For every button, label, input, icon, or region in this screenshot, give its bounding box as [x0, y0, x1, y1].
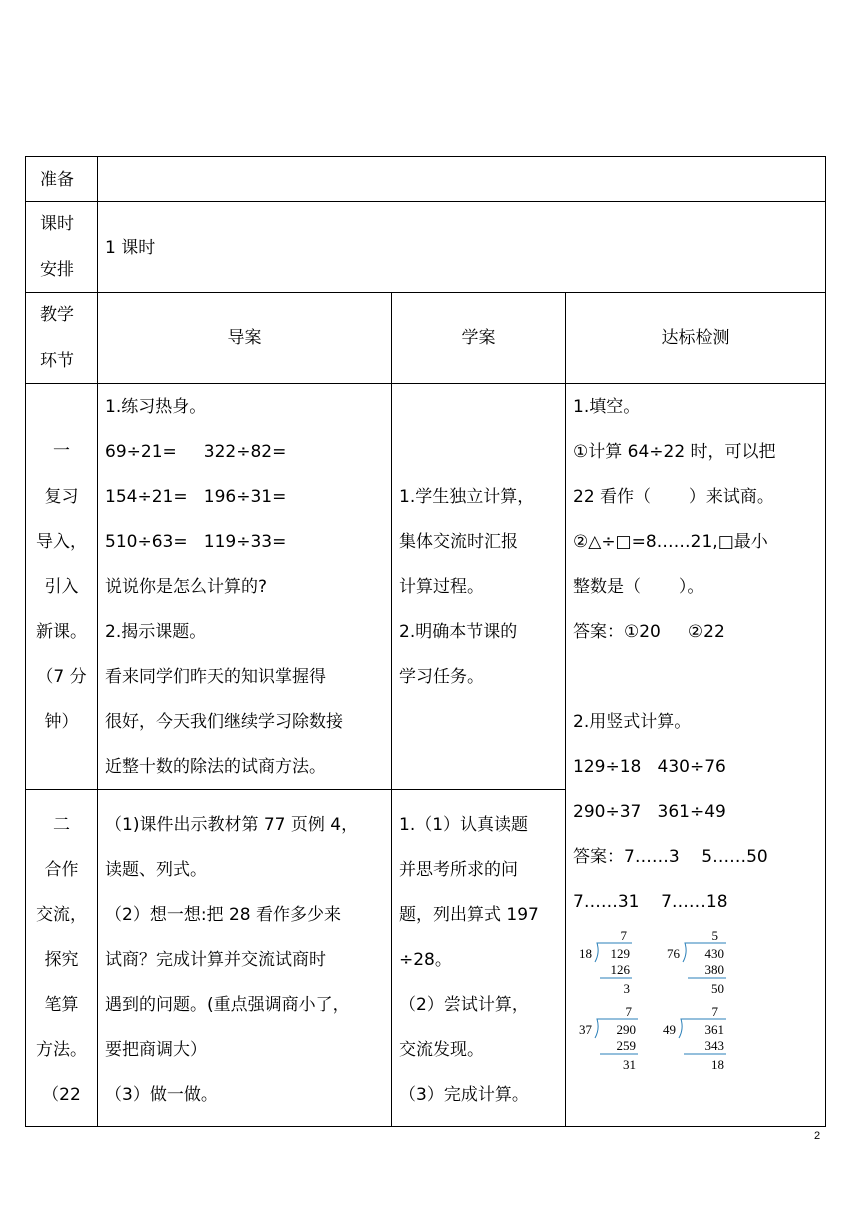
- long-division-quotient: 7: [711, 1004, 718, 1019]
- section2-study-line: 题，列出算式 197: [399, 905, 539, 925]
- long-division-remainder: 50: [711, 981, 724, 996]
- section1-study-line: 学习任务。: [399, 667, 484, 687]
- section1-guide-line: 很好，今天我们继续学习除数接: [105, 712, 343, 732]
- section2-label-line: 方法。: [36, 1040, 87, 1060]
- section2-study-line: ÷28。: [399, 950, 452, 970]
- page-number: 2: [814, 1130, 821, 1142]
- section1-guide-line: 510÷63= 119÷33=: [105, 532, 287, 552]
- long-division-divisor: 18: [579, 946, 592, 961]
- section2-label-line: 探究: [44, 950, 79, 970]
- section1-label-line: 新课。: [36, 622, 87, 642]
- section1-label-line: 复习: [44, 487, 79, 507]
- section2-label-line: （22: [42, 1085, 81, 1105]
- section1-guide-line: 1.练习热身。: [105, 397, 207, 417]
- long-division-quotient: 5: [711, 928, 718, 943]
- section2-label-line: 合作: [44, 860, 79, 880]
- table-right-border: [825, 156, 826, 1127]
- section2-study-line: （2）尝试计算，: [399, 995, 529, 1015]
- section2-study-line: 交流发现。: [399, 1040, 484, 1060]
- long-division-product: 126: [610, 962, 630, 977]
- section2-study-line: 1.（1）认真读题: [399, 815, 529, 835]
- test-line: 答案：①20 ②22: [573, 622, 725, 642]
- section1-guide-line: 近整十数的除法的试商方法。: [105, 757, 326, 777]
- hours-label-line2: 安排: [40, 260, 74, 280]
- row-divider-partial: [25, 789, 565, 790]
- test-line: 22 看作（ ）来试商。: [573, 487, 774, 507]
- row-divider: [25, 201, 826, 202]
- section2-guide-line: 读题、列式。: [105, 860, 207, 880]
- long-division-dividend: 430: [704, 946, 724, 961]
- section1-guide-line: 看来同学们昨天的知识掌握得: [105, 667, 326, 687]
- header-test: 达标检测: [661, 328, 730, 348]
- hours-value: 1 课时: [105, 238, 156, 258]
- test-line: 1.填空。: [573, 397, 641, 417]
- section2-guide-line: 要把商调大）: [105, 1040, 207, 1060]
- section1-label-line: 引入: [44, 577, 79, 597]
- long-division-remainder: 31: [623, 1057, 636, 1072]
- table-bottom-border: [25, 1126, 826, 1127]
- section1-study-line: 2.明确本节课的: [399, 622, 518, 642]
- section2-guide-line: 遇到的问题。(重点强调商小了，: [105, 995, 350, 1015]
- section1-label-line: （7 分: [36, 667, 87, 687]
- section2-guide-line: （1)课件出示教材第 77 页例 4，: [105, 815, 359, 835]
- long-division-product: 259: [616, 1038, 636, 1053]
- long-division-divisor: 76: [667, 946, 680, 961]
- section1-study-line: 1.学生独立计算，: [399, 487, 535, 507]
- stage-label-line1: 教学: [40, 305, 74, 325]
- section1-guide-line: 154÷21= 196÷31=: [105, 487, 287, 507]
- test-line: 7……31 7……18: [573, 892, 728, 912]
- test-line: ②△÷□=8……21,□最小: [573, 532, 768, 552]
- test-line: ①计算 64÷22 时，可以把: [573, 442, 776, 462]
- section1-label-line: 钟）: [44, 712, 79, 732]
- long-division-remainder: 3: [623, 981, 630, 996]
- section2-guide-line: （2）想一想:把 28 看作多少来: [105, 905, 341, 925]
- column-divider: [565, 292, 566, 1127]
- header-guide: 导案: [227, 328, 262, 348]
- test-line: 129÷18 430÷76: [573, 757, 726, 777]
- section1-guide-line: 说说你是怎么计算的?: [105, 577, 268, 597]
- long-division-dividend: 129: [610, 946, 630, 961]
- long-division-dividend: 290: [616, 1022, 636, 1037]
- section1-study-line: 集体交流时汇报: [399, 532, 518, 552]
- section2-label-line: 笔算: [44, 995, 79, 1015]
- row-divider: [25, 292, 826, 293]
- section2-study-line: 并思考所求的问: [399, 860, 518, 880]
- long-division-remainder: 18: [711, 1057, 724, 1072]
- test-line: 2.用竖式计算。: [573, 712, 692, 732]
- section1-label-line: 一: [53, 441, 70, 461]
- section1-guide-line: 69÷21= 322÷82=: [105, 442, 287, 462]
- long-division-dividend: 361: [704, 1022, 724, 1037]
- column-divider: [391, 292, 392, 1127]
- section2-guide-line: （3）做一做。: [105, 1085, 218, 1105]
- long-division-divisor: 37: [579, 1022, 592, 1037]
- header-study: 学案: [461, 328, 496, 348]
- section2-study-line: （3）完成计算。: [399, 1085, 529, 1105]
- row-divider: [25, 383, 826, 384]
- section2-label-line: 交流，: [36, 905, 87, 925]
- test-line: 整数是（ ）。: [573, 577, 705, 597]
- section2-label-line: 二: [53, 815, 70, 835]
- test-line: 答案：7……3 5……50: [573, 847, 768, 867]
- long-division-quotient: 7: [625, 1004, 632, 1019]
- test-line: 290÷37 361÷49: [573, 802, 726, 822]
- table-top-border: [25, 156, 826, 157]
- section1-label-line: 导入，: [36, 532, 87, 552]
- column-divider: [97, 156, 98, 1127]
- long-division-quotient: 7: [620, 928, 627, 943]
- section1-study-line: 计算过程。: [399, 577, 484, 597]
- hours-label-line1: 课时: [40, 214, 74, 234]
- long-division-figure: [570, 926, 730, 1086]
- prep-label: 准备: [40, 170, 74, 190]
- long-division-divisor: 49: [663, 1022, 676, 1037]
- section1-guide-line: 2.揭示课题。: [105, 622, 207, 642]
- long-division-product: 343: [704, 1038, 724, 1053]
- stage-label-line2: 环节: [40, 351, 74, 371]
- section2-guide-line: 试商？完成计算并交流试商时: [105, 950, 326, 970]
- long-division-product: 380: [704, 962, 724, 977]
